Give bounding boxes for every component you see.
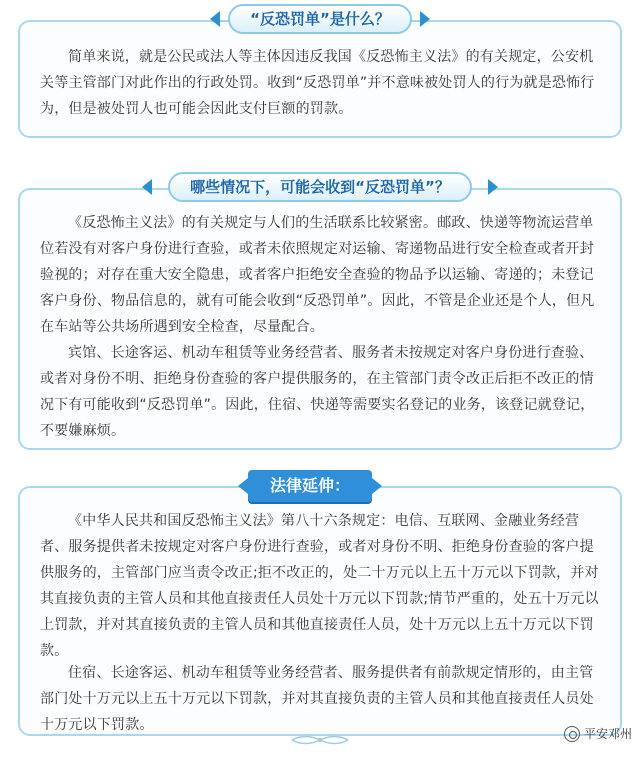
section1-paragraph: 简单来说，就是公民或法人等主体因违反我国《反恐怖主义法》的有关规定，公安机关等主管部门对此作出的行政处罚。收到“反恐罚单”并不意味被处罚人的行为就是恐怖行为，但是被处罚人也可能会因此支付巨额的罚款。 bbox=[40, 49, 595, 117]
watermark bbox=[564, 725, 632, 742]
banner-arrow-right-icon bbox=[420, 11, 430, 27]
section1-banner bbox=[170, 4, 470, 34]
section2-paragraph-1: 《反恐怖主义法》的有关规定与人们的生活联系比较紧密。邮政、快递等物流运营单位若没有对客户身份进行查验，或者未依照规定对运输、寄递物品进行安全检查或者开封验视的；对存在重大安全隐患，或者客户拒绝安全查验的物品予以运输、寄递的；未登记客户身份、物品信息的，就有可能会收到“反恐罚单”。因此，不管是企业还是个人，但凡在车站等公共场所遇到安全检查，尽量配合。 bbox=[40, 215, 595, 335]
banner-arrow-left-icon bbox=[142, 179, 152, 195]
section3-paragraph-1: 《中华人民共和国反恐怖主义法》第八十六条规定：电信、互联网、金融业务经营者、服务提供者未按规定对客户身份进行查验，或者对身份不明、拒绝身份查验的客户提供服务的，主管部门应当责令改正;拒不改正的，处二十万元以上五十万元以下罚款，并对其直接负责的主管人员和其他直接责任人员处十万元以下罚款;情节严重的，处五十万元以上罚款，并对其直接负责的主管人员和其他直接责任人员，处十万元以上五十万元以下罚款。 bbox=[40, 513, 599, 659]
section2-banner bbox=[130, 172, 510, 202]
ornament-icon bbox=[290, 733, 350, 747]
section3-title: 法律延伸： bbox=[248, 470, 372, 502]
section3-paragraph-2: 住宿、长途客运、机动车租赁等业务经营者、服务提供者有前款规定情形的，由主管部门处十万元以上五十万元以下罚款，并对其直接负责的主管人员和其他直接责任人员处十万元以下罚款。 bbox=[40, 665, 594, 733]
banner-arrow-left-icon bbox=[210, 11, 220, 27]
section2-title: 哪些情况下，可能会收到“反恐罚单”？ bbox=[168, 172, 472, 202]
banner-arrow-right-icon bbox=[488, 179, 498, 195]
section2-paragraph-2: 宾馆、长途客运、机动车租赁等业务经营者、服务者未按规定对客户身份进行查验、或者对身份不明、拒绝身份查验的客户提供服务的，在主管部门责令改正后拒不改正的情况下有可能收到“反恐罚单”。因此，住宿、快递等需要实名登记的业务，该登记就登记，不要嫌麻烦。 bbox=[40, 345, 595, 439]
wechat-icon bbox=[564, 726, 580, 742]
section1-title: “反恐罚单”是什么？ bbox=[228, 4, 412, 34]
watermark-text: 平安邓州 bbox=[583, 727, 632, 741]
